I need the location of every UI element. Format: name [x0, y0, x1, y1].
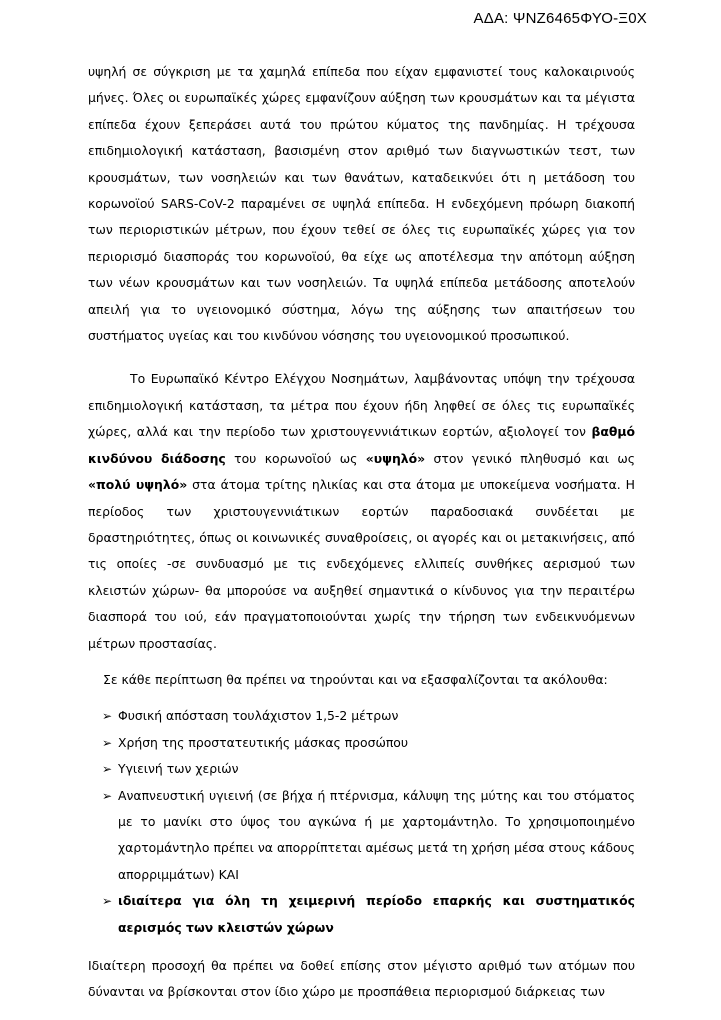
bold-very-high-phrase: «πολύ υψηλό»: [88, 477, 188, 493]
bold-risk-phrase: βαθμό κινδύνου διάδοσης: [88, 424, 635, 466]
paragraph-text: του κορωνοϊού ως: [225, 450, 366, 466]
list-item-text: ιδιαίτερα για όλη τη χειμερινή περίοδο επαρκής και συστηματικός αερισμός των κλειστών χώρων: [118, 893, 635, 935]
arrow-bullet-icon: ➢: [102, 709, 113, 724]
arrow-bullet-icon: ➢: [102, 735, 113, 750]
arrow-bullet-icon: ➢: [102, 762, 113, 777]
list-item: [88, 730, 635, 756]
list-item: [88, 783, 635, 889]
list-item-text: Αναπνευστική υγιεινή (σε βήχα ή πτέρνισμα, κάλυψη της μύτης και του στόματος με το μανίκι στο ύψος του αγκώνα ή με χαρτομάντηλο. Το χρησιμοποιημένο χαρτομάντηλο πρέπει να απορρίπτεται αμέσως μετά τη χρήση μέσα στους κάδους απορριμμάτων) ΚΑΙ: [118, 787, 635, 882]
paragraph-max-persons: Ιδιαίτερη προσοχή θα πρέπει να δοθεί επίσης στον μέγιστο αριθμό των ατόμων που δύνανται να βρίσκονται στον ίδιο χώρο με προσπάθεια περιορισμού διάρκειας των: [88, 958, 635, 1000]
paragraph-ecdc-assessment: [88, 366, 635, 656]
document-body: [88, 59, 635, 1006]
list-item-text: Φυσική απόσταση τουλάχιστον 1,5-2 μέτρων: [118, 708, 399, 724]
document-id-ada: ΑΔΑ: ΨΝΖ6465ΦΥΟ-Ξ0Χ: [473, 10, 647, 27]
list-item-text: Υγιεινή των χεριών: [118, 761, 239, 777]
paragraph-text: στον γενικό πληθυσμό και ως: [425, 450, 636, 466]
arrow-bullet-icon: ➢: [102, 788, 113, 803]
list-item: [88, 888, 635, 941]
paragraph-text: στα άτομα τρίτης ηλικίας και στα άτομα με υποκείμενα νοσήματα. Η περίοδος των χριστουγεννιάτικων εορτών παραδοσιακά συνδέεται με δραστηριότητες, όπως οι κοινωνικές συναθροίσεις, οι αγορές και οι μετακινήσεις, από τις οποίες -σε συνδυασμό με τις ενδεχόμενες ελλιπείς συνθήκες αερισμού των κλειστών χώρων- θα μπορούσε να αυξηθεί σημαντικά ο κίνδυνος για την περαιτέρω διασπορά του ιού, εάν πραγματοποιούνται χωρίς την τήρηση των ενδεικνυόμενων μέτρων προστασίας.: [88, 477, 635, 651]
list-item: [88, 756, 635, 782]
bold-high-phrase: «υψηλό»: [365, 450, 426, 466]
paragraph-epidemiology: υψηλή σε σύγκριση με τα χαμηλά επίπεδα που είχαν εμφανιστεί τους καλοκαιρινούς μήνες. Όλες οι ευρωπαϊκές χώρες εμφανίζουν αύξηση των κρουσμάτων και τα μέγιστα επίπεδα έχουν ξεπεράσει αυτά του πρώτου κύματος της πανδημίας. Η τρέχουσα επιδημιολογική κατάσταση, βασισμένη στον αριθμό των διαγνωστικών τεστ, των κρουσμάτων, των νοσηλειών και των θανάτων, καταδεικνύει ότι η μετάδοση του κορωνοϊού SARS-CoV-2 παραμένει σε υψηλά επίπεδα. Η ενδεχόμενη πρόωρη διακοπή των περιοριστικών μέτρων, που έχουν τεθεί σε όλες τις ευρωπαϊκές χώρες για τον περιορισμό διασποράς του κορωνοϊού, θα είχε ως αποτέλεσμα την απότομη αύξηση των νέων κρουσμάτων και των νοσηλειών. Τα υψηλά επίπεδα μετάδοσης αποτελούν απειλή για το υγειονομικό σύστημα, λόγω της αύξησης των απαιτήσεων του συστήματος υγείας και του κινδύνου νόσησης του υγειονομικού προσωπικού.: [88, 64, 635, 344]
arrow-bullet-icon: ➢: [102, 894, 113, 909]
list-item: [88, 703, 635, 729]
measures-list: [88, 703, 635, 941]
paragraph-text: Το Ευρωπαϊκό Κέντρο Ελέγχου Νοσημάτων, λαμβάνοντας υπόψη την τρέχουσα επιδημιολογική κατάσταση, τα μέτρα που έχουν ήδη ληφθεί σε όλες τις ευρωπαϊκές χώρες, αλλά και την περίοδο των χριστουγεννιάτικων εορτών, αξιολογεί τον: [88, 371, 635, 440]
list-item-text: Χρήση της προστατευτικής μάσκας προσώπου: [118, 734, 409, 750]
paragraph-measures-intro: Σε κάθε περίπτωση θα πρέπει να τηρούνται και να εξασφαλίζονται τα ακόλουθα:: [103, 671, 608, 687]
